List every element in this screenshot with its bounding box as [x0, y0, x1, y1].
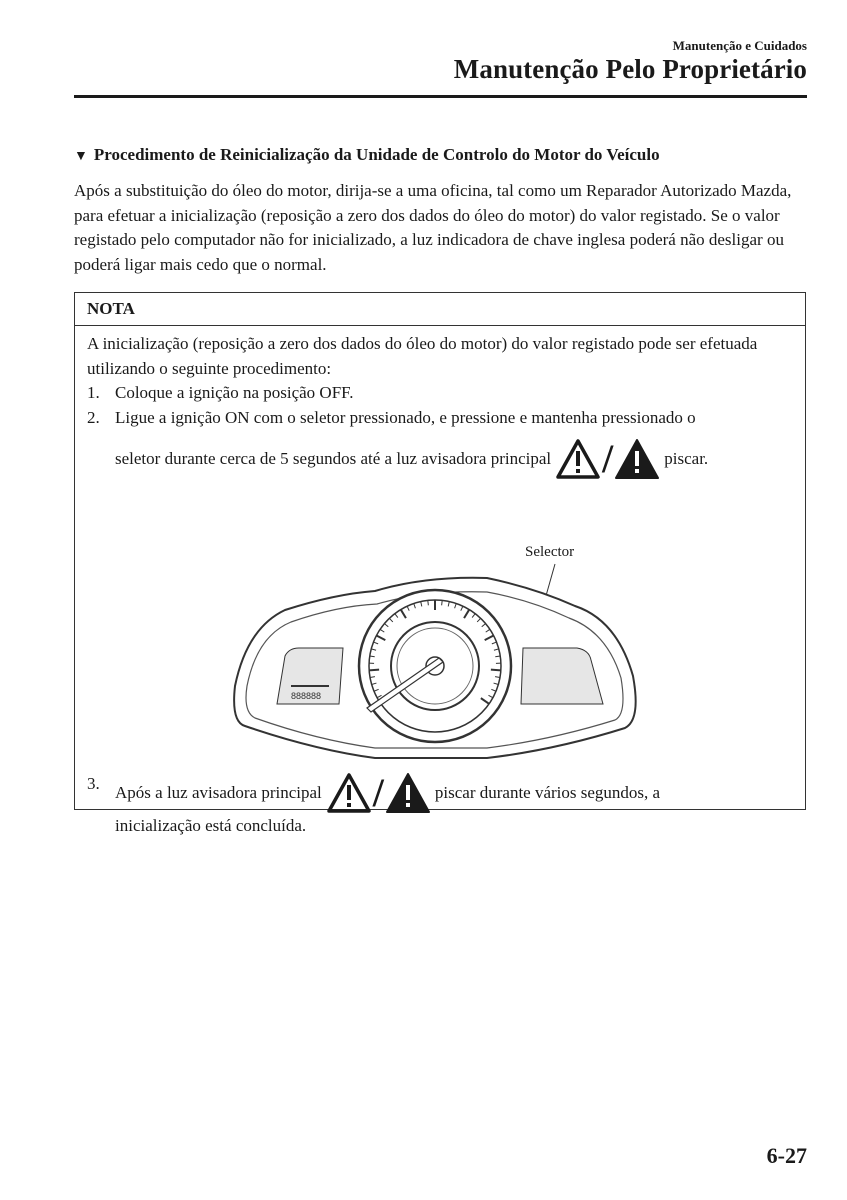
lcd-odometer-text: 888888	[291, 691, 322, 701]
step-3-text-b: piscar durante vários segundos, a	[434, 782, 661, 802]
section-marker-icon: ▼	[74, 149, 88, 164]
step-2-number: 2.	[87, 407, 100, 427]
warning-triangle-solid-icon	[385, 772, 431, 814]
page-title: Manutenção Pelo Proprietário	[453, 54, 807, 84]
instrument-cluster-drawing	[225, 536, 645, 761]
step-1	[87, 381, 795, 406]
icon-separator: /	[602, 436, 614, 481]
master-warning-light	[555, 438, 660, 480]
note-box	[74, 292, 806, 835]
tick-mark	[442, 600, 443, 605]
chapter-label: Manutenção e Cuidados	[672, 38, 807, 53]
master-warning-light-step3	[326, 772, 431, 814]
section-body: Após a substituição do óleo do motor, dirija-se a uma oficina, tal como um Reparador Autorizado Mazda, para efetuar a inicialização (reposição a zero dos dados do óleo do motor) do valor registado. Se o valor registado pelo computador não for inicializado, a luz indicadora de chave inglesa poderá não desligar ou poderá ligar mais cedo que o normal.	[74, 181, 792, 274]
section-heading	[74, 145, 814, 165]
step-2-text-b: seletor durante cerca de 5 segundos até a luz avisadora principal	[115, 448, 552, 468]
step-3-number: 3.	[87, 774, 100, 793]
step-2	[87, 406, 795, 481]
instrument-cluster-illustration	[225, 536, 645, 761]
step-3-text-c: inicialização está concluída.	[115, 816, 307, 835]
step-2-text-c: piscar.	[664, 448, 709, 468]
icon-separator: /	[372, 770, 384, 815]
note-body	[75, 326, 805, 835]
note-title: NOTA	[75, 293, 805, 326]
step-3	[87, 772, 787, 839]
section-heading-text: Procedimento de Reinicialização da Unidade de Controlo do Motor do Veículo	[93, 145, 660, 164]
page-number: 6-27	[766, 1143, 807, 1168]
step-1-text: Coloque a ignição na posição OFF.	[115, 383, 354, 402]
selector-label: Selector	[525, 544, 575, 560]
tick-mark	[369, 670, 379, 671]
warning-triangle-solid-icon	[614, 438, 660, 480]
step-1-number: 1.	[87, 383, 100, 402]
header-rule	[74, 95, 807, 98]
warning-triangle-outline-icon	[555, 438, 601, 480]
step-3-text-a: Após a luz avisadora principal	[115, 782, 322, 802]
tick-mark	[491, 670, 501, 671]
note-intro: A inicialização (reposição a zero dos dados do óleo do motor) do valor registado pode ser efetuada utilizando o seguinte procedimento:	[87, 334, 758, 378]
step-2-text-a: Ligue a ignição ON com o seletor pressionado, e pressione e mantenha pressionado o	[115, 407, 696, 427]
warning-triangle-outline-icon	[326, 772, 372, 814]
tick-mark	[428, 600, 429, 605]
